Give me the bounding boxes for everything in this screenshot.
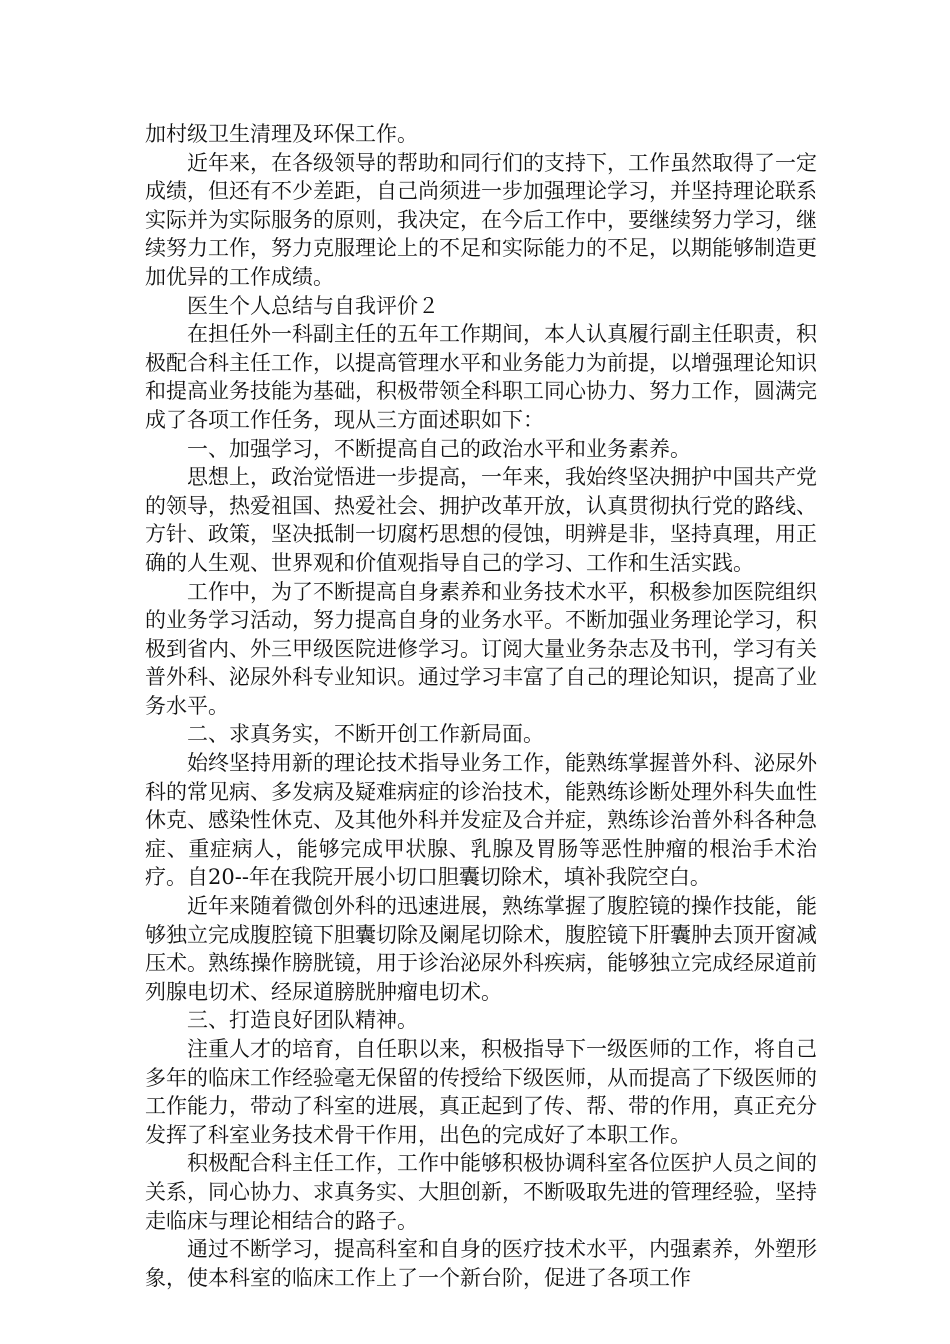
section-heading: 三、打造良好团队精神。	[187, 1008, 418, 1033]
paragraph: 通过不断学习，提高科室和自身的医疗技术水平，内强素养，外塑形象，使本科室的临床工作上了一个新台阶，促进了各项工作	[145, 1237, 817, 1290]
paragraph: 工作中，为了不断提高自身素养和业务技术水平，积极参加医院组织的业务学习活动，努力提高自身的业务水平。不断加强业务理论学习，积极到省内、外三甲级医院进修学习。订阅大量业务杂志及书刊，学习有关普外科、泌尿外科专业知识。通过学习丰富了自己的理论知识，提高了业务水平。	[145, 579, 817, 718]
document-body	[145, 120, 817, 1292]
paragraph: 近年来，在各级领导的帮助和同行们的支持下，工作虽然取得了一定成绩，但还有不少差距，自己尚须进一步加强理论学习，并坚持理论联系实际并为实际服务的原则，我决定，在今后工作中，要继续努力学习，继续努力工作，努力克服理论上的不足和实际能力的不足，以期能够制造更加优异的工作成绩。	[145, 150, 817, 289]
section-heading: 二、求真务实，不断开创工作新局面。	[187, 722, 544, 747]
section-heading: 一、加强学习，不断提高自己的政治水平和业务素养。	[187, 436, 691, 461]
paragraph: 加村级卫生清理及环保工作。	[145, 122, 418, 146]
paragraph: 注重人才的培育，自任职以来，积极指导下一级医师的工作，将自己多年的临床工作经验毫无保留的传授给下级医师，从而提高了下级医师的工作能力，带动了科室的进展，真正起到了传、帮、带的作用，真正充分发挥了科室业务技术骨干作用，出色的完成好了本职工作。	[145, 1037, 817, 1147]
paragraph: 近年来随着微创外科的迅速进展，熟练掌握了腹腔镜的操作技能，能够独立完成腹腔镜下胆囊切除及阑尾切除术，腹腔镜下肝囊肿去顶开窗减压术。熟练操作膀胱镜，用于诊治泌尿外科疾病，能够独立完成经尿道前列腺电切术、经尿道膀胱肿瘤电切术。	[145, 894, 817, 1004]
paragraph: 思想上，政治觉悟进一步提高，一年来，我始终坚决拥护中国共产党的领导，热爱祖国、热爱社会、拥护改革开放，认真贯彻执行党的路线、方针、政策，坚决抵制一切腐朽思想的侵蚀，明辨是非，坚持真理，用正确的人生观、世界观和价值观指导自己的学习、工作和生活实践。	[145, 465, 817, 575]
paragraph: 积极配合科主任工作，工作中能够积极协调科室各位医护人员之间的关系，同心协力、求真务实、大胆创新，不断吸取先进的管理经验，坚持走临床与理论相结合的路子。	[145, 1151, 817, 1233]
section-title: 医生个人总结与自我评价２	[187, 293, 439, 318]
paragraph: 始终坚持用新的理论技术指导业务工作，能熟练掌握普外科、泌尿外科的常见病、多发病及疑难病症的诊治技术，能熟练诊断处理外科失血性休克、感染性休克、及其他外科并发症及合并症，熟练诊治普外科各种急症、重症病人，能够完成甲状腺、乳腺及胃肠等恶性肿瘤的根治手术治疗。自20--年在我院开展小切口胆囊切除术，填补我院空白。	[145, 751, 817, 890]
paragraph: 在担任外一科副主任的五年工作期间，本人认真履行副主任职责，积极配合科主任工作，以提高管理水平和业务能力为前提，以增强理论知识和提高业务技能为基础，积极带领全科职工同心协力、努力工作，圆满完成了各项工作任务，现从三方面述职如下：	[145, 322, 817, 432]
